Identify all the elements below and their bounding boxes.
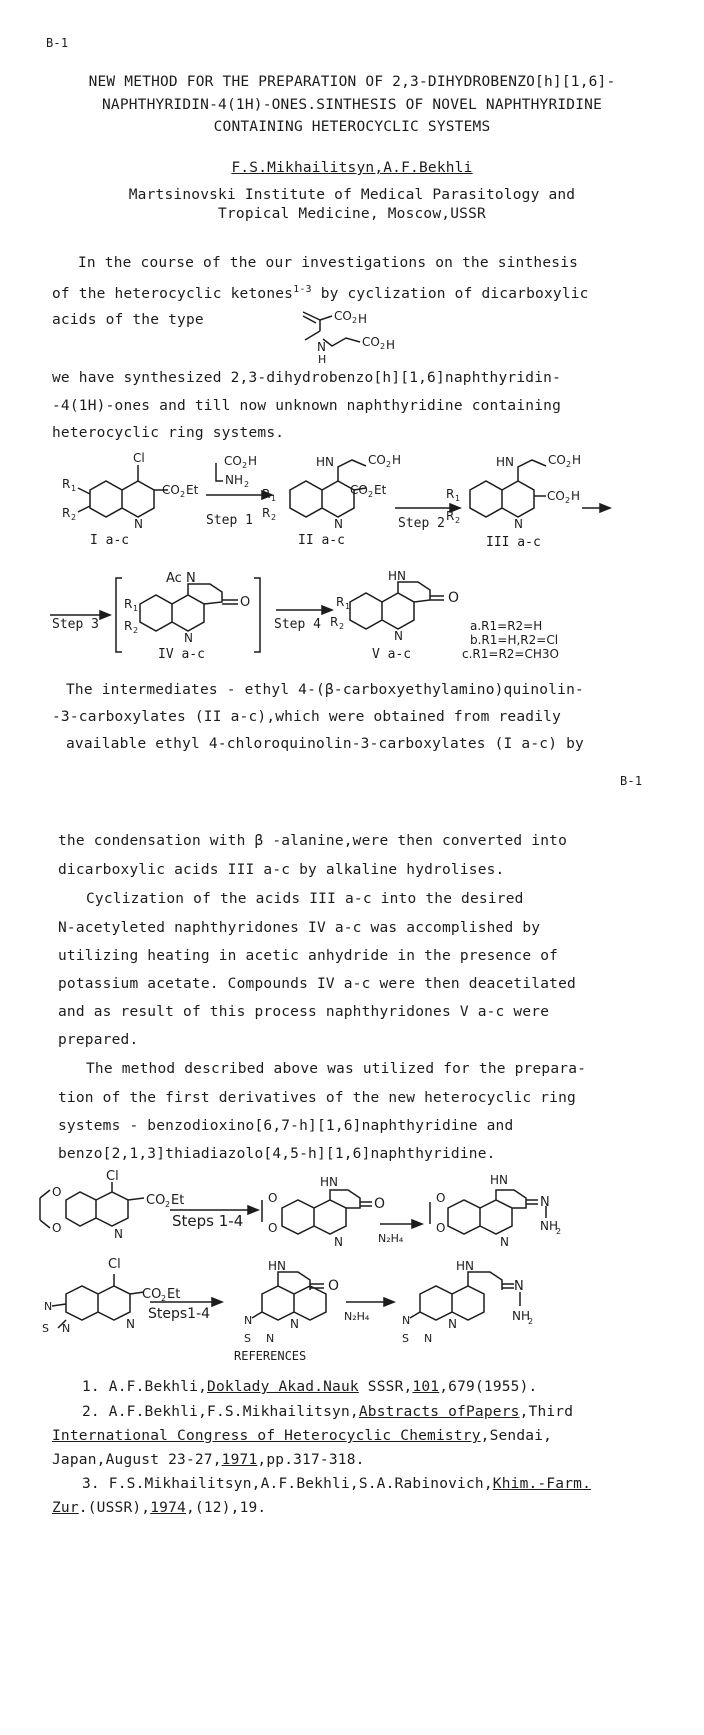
svg-text:2: 2 [556, 1227, 562, 1236]
svg-text:N: N [402, 1314, 411, 1327]
body2-line-8: prepared. [58, 1032, 139, 1048]
svg-text:O: O [328, 1278, 340, 1294]
svg-text:N: N [44, 1300, 53, 1313]
body2-line-1: the condensation with β -alanine,were then converted into [58, 833, 567, 849]
diacid-co2h-2: CO [362, 335, 380, 349]
body1-line-3: available ethyl 4-chloroquinolin-3-carboxylates (I a-c) by [66, 736, 584, 752]
svg-text:2: 2 [271, 513, 277, 522]
svg-text:Cl: Cl [108, 1257, 121, 1272]
scheme1-row1 [0, 450, 704, 560]
svg-text:N: N [514, 1279, 524, 1294]
scheme1-row2 [0, 562, 704, 668]
title-line-2: NAPHTHYRIDIN-4(1H)-ONES.SINTHESIS OF NOVEL NAPHTHYRIDINE [101, 97, 603, 113]
authors: F.S.Mikhailitsyn,A.F.Bekhli [231, 160, 473, 176]
svg-text:HN: HN [388, 569, 406, 583]
body2-line-7: and as result of this process naphthyridones V a-c were [58, 1004, 550, 1020]
svg-text:N: N [514, 517, 523, 531]
svg-text:2: 2 [161, 1294, 167, 1303]
svg-text:1: 1 [271, 494, 277, 503]
body1-line-1: The intermediates - ethyl 4-(β-carboxyethylamino)quinolin- [66, 682, 584, 698]
svg-text:N: N [334, 1235, 343, 1249]
svg-text:2: 2 [165, 1200, 171, 1209]
compound-I-co2et: CO [162, 483, 180, 497]
body2-line-10: tion of the first derivatives of the new heterocyclic ring [58, 1090, 576, 1106]
svg-text:CO: CO [368, 453, 386, 467]
svg-text:N: N [394, 629, 403, 643]
compound-V-rings [350, 582, 444, 629]
svg-text:CO: CO [224, 454, 242, 468]
svg-text:2: 2 [244, 480, 250, 489]
intro-line-3: acids of the type [52, 312, 204, 328]
compound-I-cl: Cl [133, 451, 145, 465]
dioxino-naphthyridone [262, 1175, 385, 1249]
svg-text:2: 2 [180, 490, 186, 499]
svg-text:NH: NH [512, 1309, 530, 1323]
dioxino-chloro-ester [40, 1169, 184, 1241]
body2-line-12: benzo[2,1,3]thiadiazolo[4,5-h][1,6]naphthyridine. [58, 1146, 496, 1162]
svg-text:HN: HN [496, 455, 514, 469]
thiadiazolo-chloro-ester [42, 1257, 180, 1335]
svg-text:N: N [126, 1317, 135, 1331]
body2-line-3: Cyclization of the acids III a-c into the desired [86, 891, 524, 907]
compound-III-bonds [518, 460, 546, 496]
intro-line-6: heterocyclic ring systems. [52, 425, 285, 441]
reference-2: 2. A.F.Bekhli,F.S.Mikhailitsyn,Abstracts ofPapers,Third [82, 1404, 574, 1420]
svg-text:N: N [424, 1332, 433, 1345]
svg-text:N: N [290, 1317, 299, 1331]
svg-text:2: 2 [455, 516, 461, 525]
compound-III-rings [470, 481, 534, 517]
svg-text:CO: CO [142, 1287, 162, 1302]
affiliation-line-1: Martsinovski Institute of Medical Parasitology and [128, 187, 576, 203]
svg-text:2: 2 [339, 622, 345, 631]
svg-text:R: R [330, 615, 339, 629]
dioxino-hydrazone-bonds [430, 1190, 546, 1234]
dioxino-hydrazone [430, 1173, 561, 1249]
svg-text:2: 2 [133, 626, 139, 635]
thiadiazolo-hydrazone [402, 1259, 533, 1345]
diacid-n: N [317, 340, 326, 354]
svg-text:HN: HN [268, 1259, 286, 1273]
reference-2-line-2: International Congress of Heterocyclic Chemistry,Sendai, [52, 1428, 553, 1444]
svg-text:O: O [436, 1221, 446, 1235]
svg-text:HN: HN [320, 1175, 338, 1189]
compound-V [330, 569, 459, 643]
diacid-h: H [318, 353, 327, 364]
compound-III [446, 453, 610, 531]
svg-text:N: N [448, 1317, 457, 1331]
substituent-b: b.R1=H,R2=Cl [470, 633, 559, 647]
steps-label-2: Steps1-4 [148, 1306, 211, 1322]
svg-text:R: R [62, 506, 71, 520]
svg-text:1: 1 [71, 484, 77, 493]
svg-text:N: N [540, 1195, 550, 1210]
body2-line-9: The method described above was utilized for the prepara- [86, 1061, 587, 1077]
svg-text:1: 1 [455, 494, 461, 503]
arrow-step4-head [322, 606, 332, 614]
body1-line-2: -3-carboxylates (II a-c),which were obtained from readily [52, 709, 561, 725]
arrow-steps-1-head [248, 1206, 258, 1214]
arrow-hydrazine-1-head [412, 1220, 422, 1228]
svg-text:2: 2 [386, 460, 392, 469]
page-mark-middle: B-1 [620, 774, 643, 788]
svg-text:CO: CO [548, 453, 566, 467]
intro-line-4: we have synthesized 2,3-dihydrobenzo[h][1,6]naphthyridin- [52, 370, 561, 386]
svg-text:O: O [448, 590, 460, 606]
diacid-co2h-h: H [358, 312, 368, 326]
svg-text:Et: Et [167, 1287, 181, 1302]
svg-text:N: N [266, 1332, 275, 1345]
step1-label: Step 1 [206, 513, 253, 528]
svg-text:O: O [268, 1221, 278, 1235]
svg-text:R: R [62, 477, 71, 491]
svg-text:S: S [42, 1322, 49, 1335]
body2-line-2: dicarboxylic acids III a-c by alkaline hydrolises. [58, 862, 505, 878]
svg-text:N: N [62, 1322, 71, 1335]
svg-text:HN: HN [316, 455, 334, 469]
step4-label: Step 4 [274, 617, 321, 632]
intro-line-2: of the heterocyclic ketones$^{1-3}$ by cyclization of dicarboxylic [52, 284, 589, 302]
arrow-steps-2-head [212, 1298, 222, 1306]
svg-text:N: N [500, 1235, 509, 1249]
svg-text:R: R [446, 487, 455, 501]
svg-text:N: N [334, 517, 343, 531]
body2-line-5: utilizing heating in acetic anhydride in the presence of [58, 948, 559, 964]
body2-line-6: potassium acetate. Compounds IV a-c were then deacetilated [58, 976, 576, 992]
compound-IV-rings [140, 584, 238, 631]
label-IV: IV a-c [158, 647, 205, 662]
compound-II-rings [290, 481, 354, 517]
svg-text:N: N [114, 1227, 123, 1241]
svg-text:H: H [392, 453, 402, 467]
references-heading: REFERENCES [234, 1349, 307, 1363]
svg-text:O: O [52, 1185, 62, 1199]
svg-text:N: N [184, 631, 193, 645]
svg-text:2: 2 [71, 513, 77, 522]
svg-text:Ac: Ac [166, 571, 182, 586]
thiadiazolo-hydrazone-bonds [410, 1272, 520, 1320]
label-I: I a-c [90, 533, 130, 548]
svg-text:R: R [446, 509, 455, 523]
steps-label-1: Steps 1-4 [172, 1212, 244, 1230]
reference-2-line-3: Japan,August 23-27,1971,pp.317-318. [52, 1452, 365, 1468]
svg-text:Cl: Cl [106, 1169, 119, 1184]
thiadiazolo-naphthyridone [244, 1259, 339, 1345]
label-V: V a-c [372, 647, 412, 662]
intro-line-1: In the course of the our investigations on the sinthesis [78, 255, 579, 271]
compound-I-rings [90, 481, 154, 517]
svg-text:NH: NH [540, 1219, 558, 1233]
svg-text:CO: CO [350, 483, 368, 497]
svg-text:O: O [52, 1221, 62, 1235]
intro-line-5: -4(1H)-ones and till now unknown naphthyridine containing [52, 398, 561, 414]
body2-line-11: systems - benzodioxino[6,7-h][1,6]naphthyridine and [58, 1118, 514, 1134]
title-line-1: NEW METHOD FOR THE PREPARATION OF 2,3-DIHYDROBENZO[h][1,6]- [88, 74, 616, 90]
body2-line-4: N-acetyleted naphthyridones IV a-c was accomplished by [58, 920, 541, 936]
svg-text:O: O [374, 1196, 386, 1212]
diacid-structure [0, 308, 704, 364]
thiadiazolo-naphthyridone-bonds [252, 1272, 326, 1320]
svg-text:2: 2 [565, 496, 571, 505]
title-line-3: CONTAINING HETEROCYCLIC SYSTEMS [213, 119, 491, 135]
substituent-a: a.R1=R2=H [470, 619, 543, 633]
substituent-c: c.R1=R2=CH3O [462, 647, 559, 661]
svg-text:Et: Et [171, 1193, 185, 1208]
diacid-co2h-2-sub: 2 [380, 342, 386, 351]
diacid-co2h-sub: 2 [352, 316, 358, 325]
diacid-bonds [303, 312, 320, 340]
compound-I [62, 451, 199, 531]
svg-text:CO: CO [146, 1193, 166, 1208]
page-mark-top: B-1 [46, 36, 69, 50]
svg-text:Et: Et [186, 483, 199, 497]
svg-text:N: N [244, 1314, 253, 1327]
svg-text:H: H [571, 489, 581, 503]
svg-text:O: O [240, 595, 251, 610]
svg-text:O: O [436, 1191, 446, 1205]
scheme2 [0, 1168, 704, 1372]
affiliation-line-2: Tropical Medicine, Moscow,USSR [218, 206, 486, 222]
svg-text:HN: HN [456, 1259, 474, 1273]
hydrazine-label-2: N₂H₄ [344, 1310, 370, 1323]
svg-text:S: S [244, 1332, 251, 1345]
svg-text:2: 2 [368, 490, 374, 499]
diacid-co2h-2-h: H [386, 338, 396, 352]
svg-text:1: 1 [345, 602, 351, 611]
arrow-step3-start-head [600, 504, 610, 512]
svg-text:N: N [134, 517, 143, 531]
label-II: II a-c [298, 533, 345, 548]
label-III: III a-c [486, 535, 541, 550]
reference-1: 1. A.F.Bekhli,Doklady Akad.Nauk SSSR,101,679(1955). [82, 1379, 538, 1395]
diacid-co2h: CO [334, 309, 352, 323]
arrow-hydrazine-2-head [384, 1298, 394, 1306]
reagent-chain [216, 463, 223, 481]
svg-text:NH: NH [225, 473, 243, 487]
svg-text:1: 1 [133, 604, 139, 613]
svg-text:Et: Et [374, 483, 387, 497]
svg-text:H: H [572, 453, 582, 467]
compound-IV [124, 571, 250, 645]
step2-label: Step 2 [398, 516, 445, 531]
svg-text:2: 2 [528, 1317, 534, 1326]
dioxino-naphthyridone-bonds [262, 1190, 372, 1234]
svg-text:S: S [402, 1332, 409, 1345]
svg-text:HN: HN [490, 1173, 508, 1187]
svg-text:O: O [268, 1191, 278, 1205]
svg-text:R: R [262, 506, 271, 520]
arrow-step3-head [100, 611, 110, 619]
svg-text:R: R [262, 487, 271, 501]
hydrazine-label-1: N₂H₄ [378, 1232, 404, 1245]
reference-3: 3. F.S.Mikhailitsyn,A.F.Bekhli,S.A.Rabinovich,Khim.-Farm. [82, 1476, 592, 1492]
reference-3-line-2: Zur.(USSR),1974,(12),19. [52, 1500, 267, 1516]
step3-label: Step 3 [52, 617, 99, 632]
svg-text:H: H [248, 454, 258, 468]
svg-text:CO: CO [547, 489, 565, 503]
svg-text:N: N [186, 571, 196, 586]
svg-text:2: 2 [566, 460, 572, 469]
svg-text:2: 2 [242, 461, 248, 470]
svg-text:R: R [124, 619, 133, 633]
svg-text:R: R [124, 597, 133, 611]
svg-text:R: R [336, 595, 345, 609]
